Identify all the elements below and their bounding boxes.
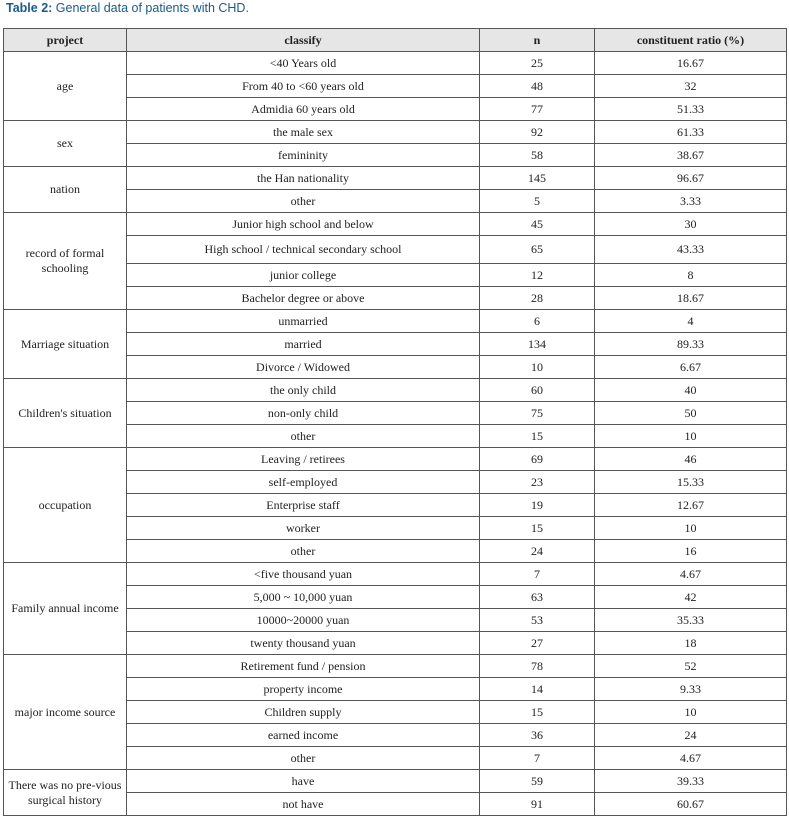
table-row <box>4 379 787 402</box>
n-cell: 77 <box>480 98 595 121</box>
table-row <box>4 167 787 190</box>
classify-cell: the male sex <box>127 121 480 144</box>
classify-cell: High school / technical secondary school <box>127 236 480 264</box>
classify-cell: Enterprise staff <box>127 494 480 517</box>
n-cell: 75 <box>480 402 595 425</box>
n-cell: 134 <box>480 333 595 356</box>
n-cell: 5 <box>480 190 595 213</box>
table-row <box>4 563 787 586</box>
n-cell: 78 <box>480 655 595 678</box>
table-row <box>4 448 787 471</box>
n-cell: 45 <box>480 213 595 236</box>
n-cell: 28 <box>480 287 595 310</box>
classify-cell: self-employed <box>127 471 480 494</box>
patient-data-table <box>3 28 787 816</box>
ratio-cell: 18.67 <box>595 287 787 310</box>
classify-cell: Children supply <box>127 701 480 724</box>
ratio-cell: 3.33 <box>595 190 787 213</box>
ratio-cell: 35.33 <box>595 609 787 632</box>
ratio-cell: 24 <box>595 724 787 747</box>
classify-cell: junior college <box>127 264 480 287</box>
project-cell: There was no pre-vious surgical history <box>4 770 127 816</box>
table-caption <box>6 0 249 16</box>
caption-label: Table 2: <box>6 1 53 15</box>
ratio-cell: 89.33 <box>595 333 787 356</box>
ratio-cell: 16.67 <box>595 52 787 75</box>
n-cell: 23 <box>480 471 595 494</box>
n-cell: 65 <box>480 236 595 264</box>
ratio-cell: 50 <box>595 402 787 425</box>
ratio-cell: 18 <box>595 632 787 655</box>
n-cell: 24 <box>480 540 595 563</box>
classify-cell: other <box>127 425 480 448</box>
project-cell: record of formal schooling <box>4 213 127 310</box>
classify-cell: non-only child <box>127 402 480 425</box>
classify-cell: twenty thousand yuan <box>127 632 480 655</box>
classify-cell: other <box>127 190 480 213</box>
classify-cell: From 40 to <60 years old <box>127 75 480 98</box>
ratio-cell: 10 <box>595 517 787 540</box>
project-cell: age <box>4 52 127 121</box>
ratio-cell: 8 <box>595 264 787 287</box>
ratio-cell: 46 <box>595 448 787 471</box>
header-ratio: constituent ratio (%) <box>595 29 787 52</box>
classify-cell: have <box>127 770 480 793</box>
classify-cell: Retirement fund / pension <box>127 655 480 678</box>
table-row <box>4 52 787 75</box>
n-cell: 10 <box>480 356 595 379</box>
ratio-cell: 4 <box>595 310 787 333</box>
classify-cell: property income <box>127 678 480 701</box>
ratio-cell: 10 <box>595 425 787 448</box>
n-cell: 59 <box>480 770 595 793</box>
table-row <box>4 770 787 793</box>
project-cell: occupation <box>4 448 127 563</box>
project-cell: Children's situation <box>4 379 127 448</box>
ratio-cell: 43.33 <box>595 236 787 264</box>
header-classify: classify <box>127 29 480 52</box>
ratio-cell: 4.67 <box>595 563 787 586</box>
classify-cell: married <box>127 333 480 356</box>
n-cell: 15 <box>480 425 595 448</box>
n-cell: 145 <box>480 167 595 190</box>
table-row <box>4 121 787 144</box>
table-row <box>4 213 787 236</box>
classify-cell: other <box>127 747 480 770</box>
ratio-cell: 61.33 <box>595 121 787 144</box>
header-project: project <box>4 29 127 52</box>
ratio-cell: 6.67 <box>595 356 787 379</box>
n-cell: 7 <box>480 563 595 586</box>
classify-cell: earned income <box>127 724 480 747</box>
project-cell: nation <box>4 167 127 213</box>
classify-cell: <40 Years old <box>127 52 480 75</box>
classify-cell: <five thousand yuan <box>127 563 480 586</box>
n-cell: 7 <box>480 747 595 770</box>
n-cell: 36 <box>480 724 595 747</box>
ratio-cell: 12.67 <box>595 494 787 517</box>
ratio-cell: 51.33 <box>595 98 787 121</box>
n-cell: 60 <box>480 379 595 402</box>
project-cell: Family annual income <box>4 563 127 655</box>
classify-cell: unmarried <box>127 310 480 333</box>
project-cell: Marriage situation <box>4 310 127 379</box>
ratio-cell: 16 <box>595 540 787 563</box>
n-cell: 48 <box>480 75 595 98</box>
classify-cell: Divorce / Widowed <box>127 356 480 379</box>
table-body <box>4 52 787 816</box>
ratio-cell: 40 <box>595 379 787 402</box>
table-row <box>4 655 787 678</box>
n-cell: 63 <box>480 586 595 609</box>
ratio-cell: 42 <box>595 586 787 609</box>
ratio-cell: 10 <box>595 701 787 724</box>
n-cell: 91 <box>480 793 595 816</box>
ratio-cell: 60.67 <box>595 793 787 816</box>
ratio-cell: 30 <box>595 213 787 236</box>
caption-text: General data of patients with CHD. <box>52 1 249 15</box>
ratio-cell: 32 <box>595 75 787 98</box>
n-cell: 92 <box>480 121 595 144</box>
classify-cell: Bachelor degree or above <box>127 287 480 310</box>
classify-cell: Leaving / retirees <box>127 448 480 471</box>
n-cell: 15 <box>480 517 595 540</box>
project-cell: major income source <box>4 655 127 770</box>
n-cell: 69 <box>480 448 595 471</box>
n-cell: 12 <box>480 264 595 287</box>
table-row <box>4 310 787 333</box>
project-cell: sex <box>4 121 127 167</box>
ratio-cell: 15.33 <box>595 471 787 494</box>
ratio-cell: 38.67 <box>595 144 787 167</box>
header-row <box>4 29 787 52</box>
classify-cell: 10000~20000 yuan <box>127 609 480 632</box>
n-cell: 14 <box>480 678 595 701</box>
ratio-cell: 4.67 <box>595 747 787 770</box>
n-cell: 6 <box>480 310 595 333</box>
n-cell: 53 <box>480 609 595 632</box>
classify-cell: other <box>127 540 480 563</box>
classify-cell: Junior high school and below <box>127 213 480 236</box>
classify-cell: worker <box>127 517 480 540</box>
n-cell: 58 <box>480 144 595 167</box>
ratio-cell: 96.67 <box>595 167 787 190</box>
n-cell: 25 <box>480 52 595 75</box>
classify-cell: femininity <box>127 144 480 167</box>
ratio-cell: 39.33 <box>595 770 787 793</box>
ratio-cell: 52 <box>595 655 787 678</box>
classify-cell: the only child <box>127 379 480 402</box>
n-cell: 15 <box>480 701 595 724</box>
classify-cell: not have <box>127 793 480 816</box>
n-cell: 19 <box>480 494 595 517</box>
header-n: n <box>480 29 595 52</box>
classify-cell: the Han nationality <box>127 167 480 190</box>
classify-cell: Admidia 60 years old <box>127 98 480 121</box>
ratio-cell: 9.33 <box>595 678 787 701</box>
n-cell: 27 <box>480 632 595 655</box>
classify-cell: 5,000 ~ 10,000 yuan <box>127 586 480 609</box>
